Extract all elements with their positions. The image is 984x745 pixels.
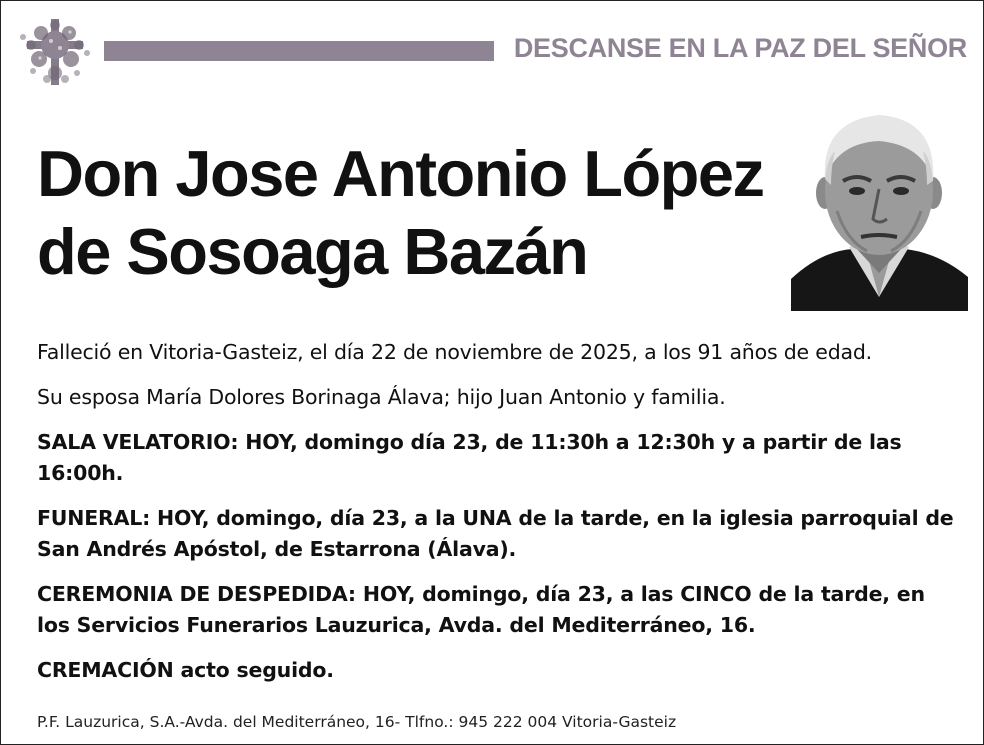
portrait-photo-icon <box>791 101 968 311</box>
farewell-ceremony: CEREMONIA DE DESPEDIDA: HOY, domingo, día 23, a las CINCO de la tarde, en los Servicios Funerarios Lauzurica, Avda. del Mediterráneo, 16. <box>37 582 925 637</box>
notice-body <box>37 337 957 700</box>
deceased-name <box>37 135 797 291</box>
death-announcement: Falleció en Vitoria-Gasteiz, el día 22 de noviembre de 2025, a los 91 años de edad. <box>37 340 873 364</box>
deceased-name-line-2: de Sosoaga Bazán <box>37 215 588 288</box>
family-line: Su esposa María Dolores Borinaga Álava; hijo Juan Antonio y familia. <box>37 385 726 409</box>
deceased-name-line-1: Don Jose Antonio López <box>37 137 764 210</box>
header-divider-bar <box>104 41 494 61</box>
cremation-note: CREMACIÓN acto seguido. <box>37 658 334 682</box>
funeral-schedule: FUNERAL: HOY, domingo, día 23, a la UNA de la tarde, en la iglesia parroquial de San Andrés Apóstol, de Estarrona (Álava). <box>37 506 954 561</box>
wake-schedule: SALA VELATORIO: HOY, domingo día 23, de 11:30h a 12:30h y a partir de las 16:00h. <box>37 430 902 485</box>
header-title: DESCANSE EN LA PAZ DEL SEÑOR <box>513 33 967 63</box>
funeral-home-footer: P.F. Lauzurica, S.A.-Avda. del Mediterráneo, 16- Tlfno.: 945 222 004 Vitoria-Gasteiz <box>37 713 677 731</box>
floral-cross-emblem-icon <box>13 13 97 91</box>
